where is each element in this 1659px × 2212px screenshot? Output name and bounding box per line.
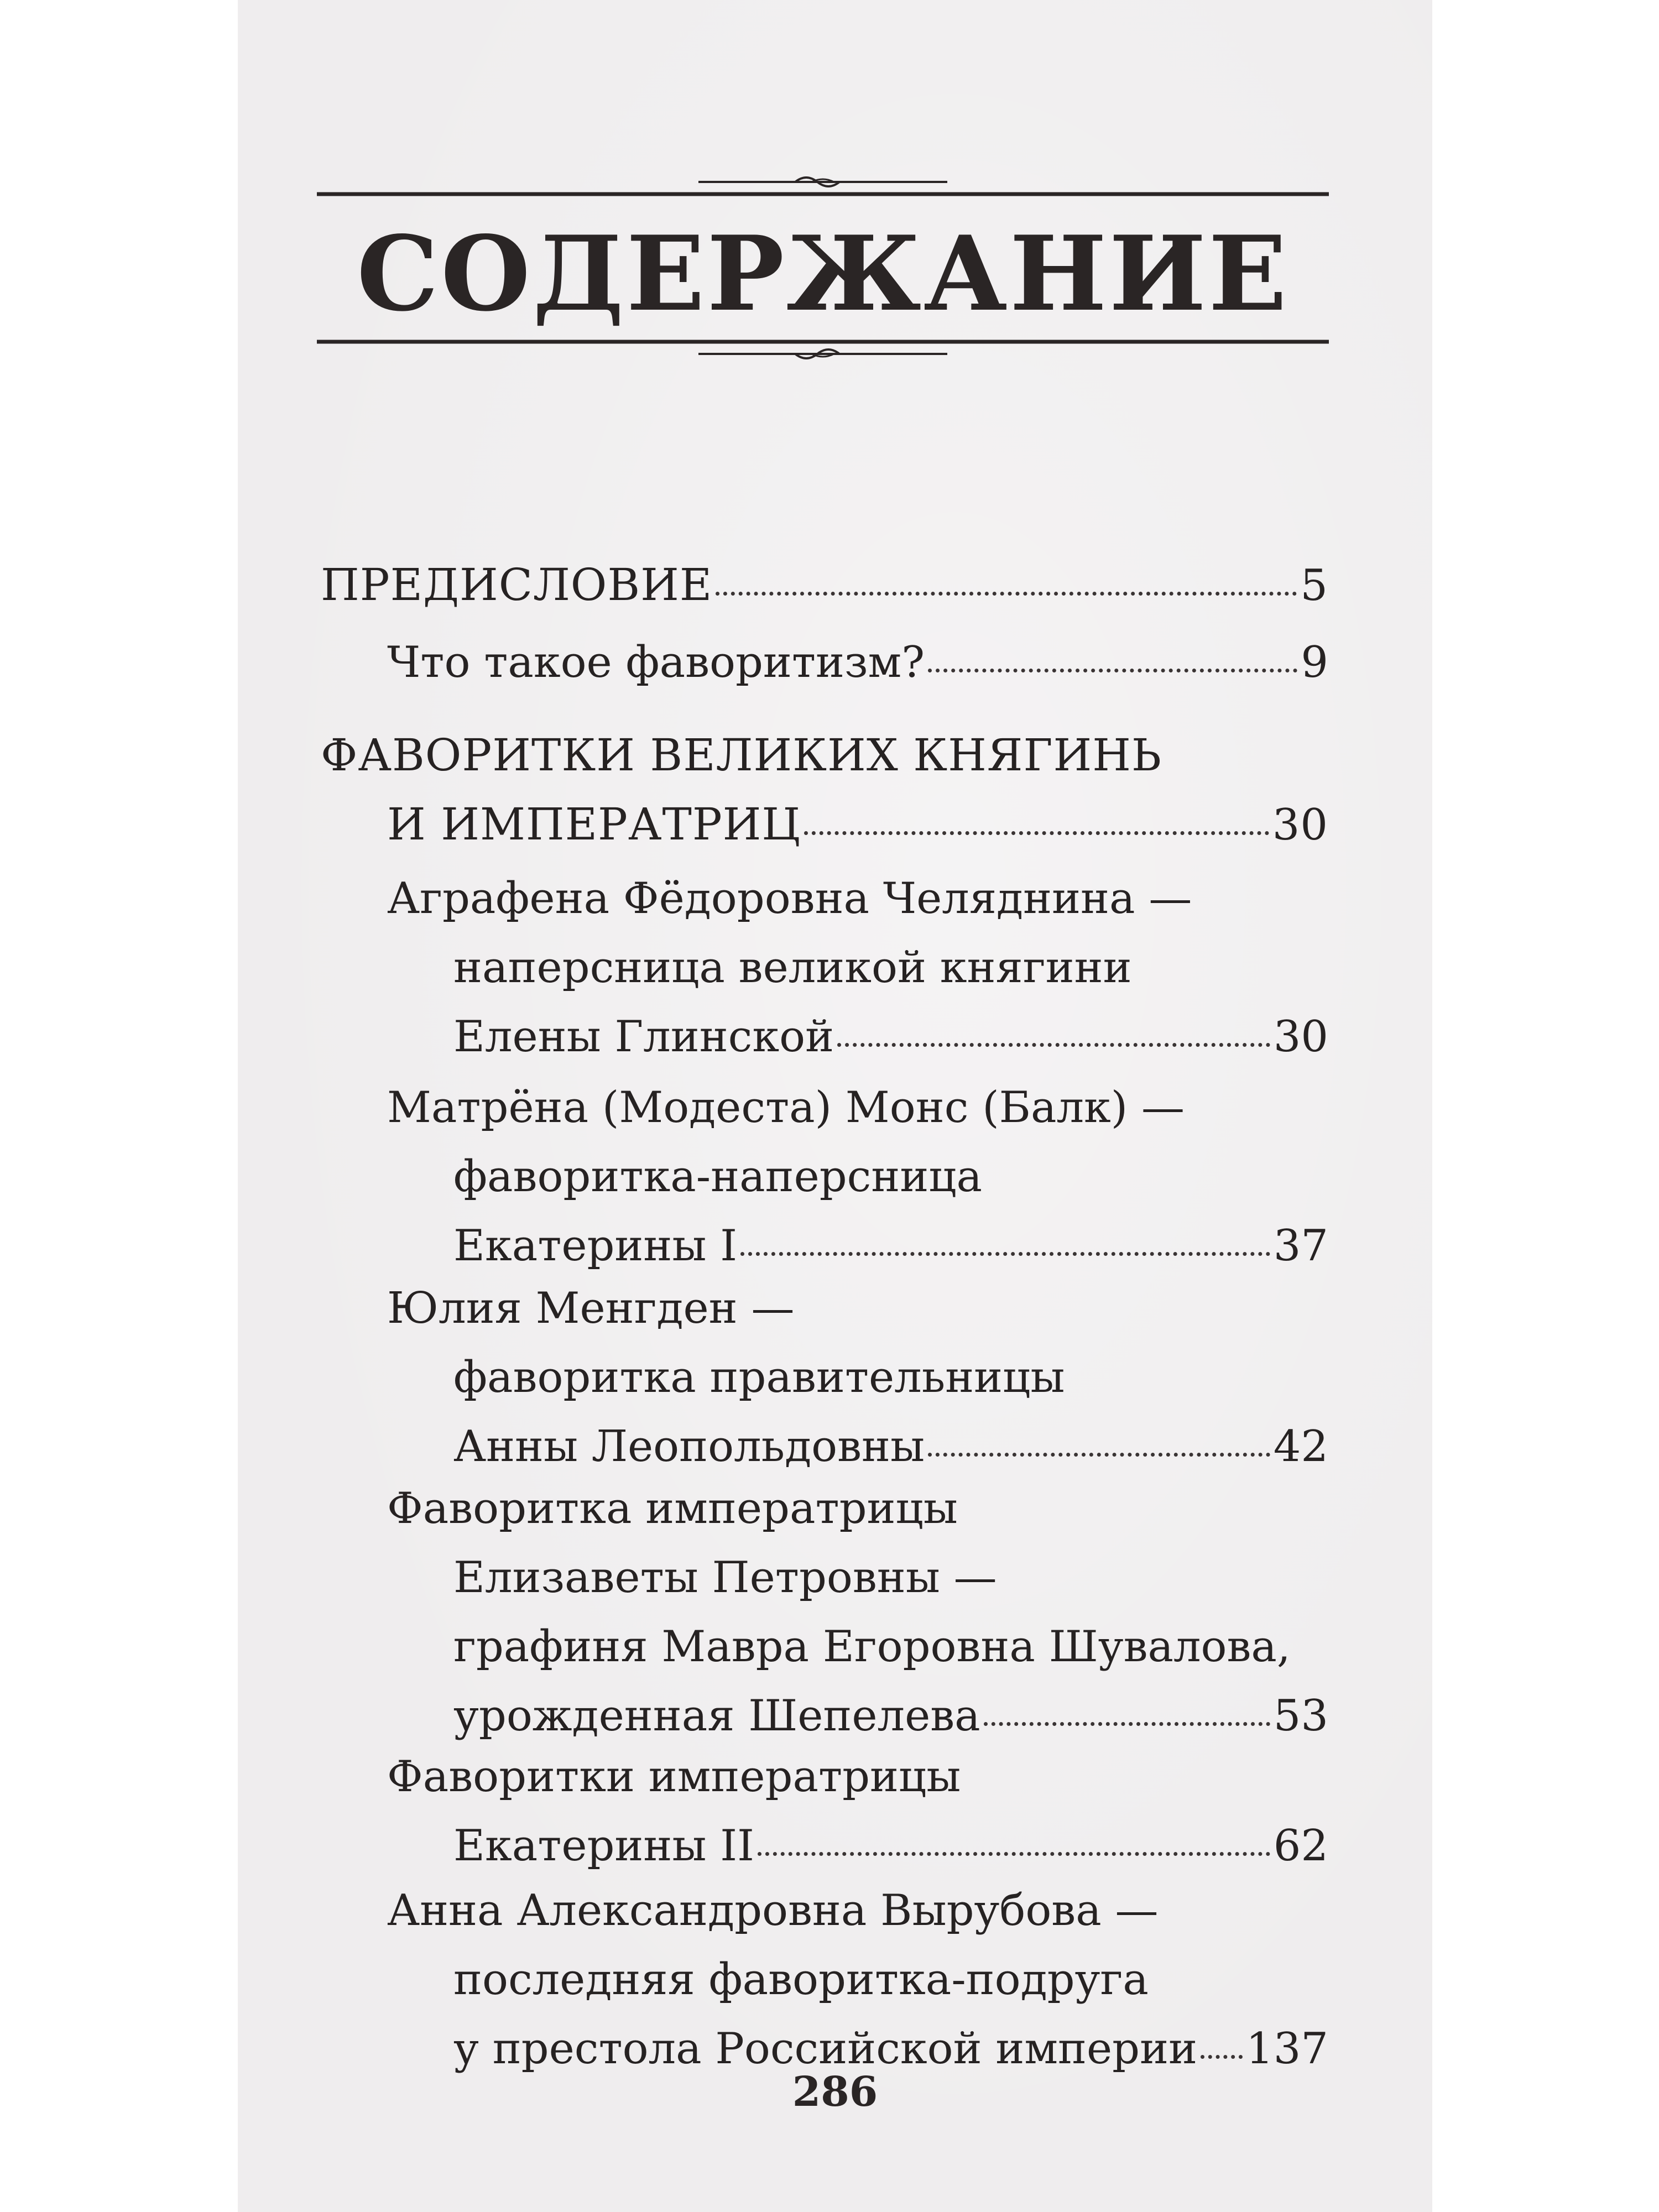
toc-entry[interactable] — [321, 1482, 1328, 1759]
toc-page-number: 62 — [1273, 1821, 1328, 1871]
toc-entry-title-cont: фаворитка-наперсница — [453, 1152, 982, 1202]
toc-page-number: 137 — [1246, 2024, 1328, 2074]
toc-entry-title: Матрёна (Модеста) Монс (Балк) — — [387, 1083, 1185, 1133]
toc-entry-title-cont: Екатерины II — [453, 1821, 754, 1871]
toc-entry-title: Юлия Менгден — — [387, 1284, 795, 1333]
toc-entry-title-cont: Елены Глинской — [453, 1012, 834, 1062]
book-page — [238, 0, 1432, 2212]
toc-entry[interactable] — [321, 636, 1328, 705]
dot-leader — [1201, 2055, 1243, 2059]
toc-page-number: 5 — [1300, 561, 1328, 611]
toc-page-number: 30 — [1273, 1012, 1328, 1062]
toc-page-number: 9 — [1301, 638, 1328, 687]
bottom-ornamental-rule — [317, 337, 1329, 365]
toc-entry-title-cont: наперсница великой княгини — [453, 943, 1132, 993]
toc-entry-title-cont: урожденная Шепелева — [453, 1691, 980, 1741]
toc-entry-title: Что такое фаворитизм? — [387, 638, 925, 687]
toc-page-number: 53 — [1273, 1691, 1328, 1741]
toc-page-number: 30 — [1272, 800, 1328, 850]
toc-entry-title-cont: Анны Леопольдовны — [453, 1422, 925, 1472]
toc-entry-title-cont: графиня Мавра Егоровна Шувалова, — [453, 1622, 1291, 1672]
toc-entry[interactable] — [321, 729, 1328, 867]
page-title: СОДЕРЖАНИЕ — [357, 213, 1289, 334]
toc-entry[interactable] — [321, 559, 1328, 628]
toc-entry-title: ФАВОРИТКИ ВЕЛИКИХ КНЯГИНЬ — [321, 729, 1162, 781]
toc-entry[interactable] — [321, 1282, 1328, 1489]
top-ornamental-rule — [317, 174, 1329, 196]
toc-entry[interactable] — [321, 1884, 1328, 2091]
toc-entry[interactable] — [321, 1750, 1328, 1888]
page-folio-number: 286 — [792, 2068, 878, 2116]
dot-leader — [758, 1852, 1270, 1856]
toc-entry-title: Фаворитки императрицы — [387, 1752, 961, 1802]
toc-page-number: 42 — [1273, 1422, 1328, 1472]
dot-leader — [928, 1453, 1270, 1457]
dot-leader — [740, 1252, 1270, 1256]
toc-page-number: 37 — [1273, 1221, 1328, 1271]
toc-entry-title: Анна Александровна Вырубова — — [387, 1886, 1159, 1936]
toc-entry-title: Фаворитка императрицы — [387, 1484, 958, 1533]
toc-entry-title-cont: фаворитка правительницы — [453, 1353, 1065, 1402]
toc-entry-title-cont: Елизаветы Петровны — — [453, 1553, 997, 1603]
dot-leader — [928, 669, 1297, 672]
toc-entry-title-cont: И ИМПЕРАТРИЦ — [387, 799, 801, 850]
toc-entry[interactable] — [321, 1081, 1328, 1288]
dot-leader — [837, 1043, 1270, 1047]
dot-leader — [984, 1722, 1270, 1726]
toc-entry-title: ПРЕДИСЛОВИЕ — [321, 559, 713, 611]
toc-entry-title-cont: Екатерины I — [453, 1221, 738, 1271]
dot-leader — [716, 592, 1297, 596]
toc-entry[interactable] — [321, 872, 1328, 1079]
dot-leader — [804, 831, 1269, 835]
toc-entry-title-cont: последняя фаворитка-подруга — [453, 1955, 1149, 2005]
toc-entry-title: Аграфена Фёдоровна Челяднина — — [387, 874, 1192, 924]
toc-entry-title-cont: у престола Российской империи — [453, 2024, 1198, 2074]
